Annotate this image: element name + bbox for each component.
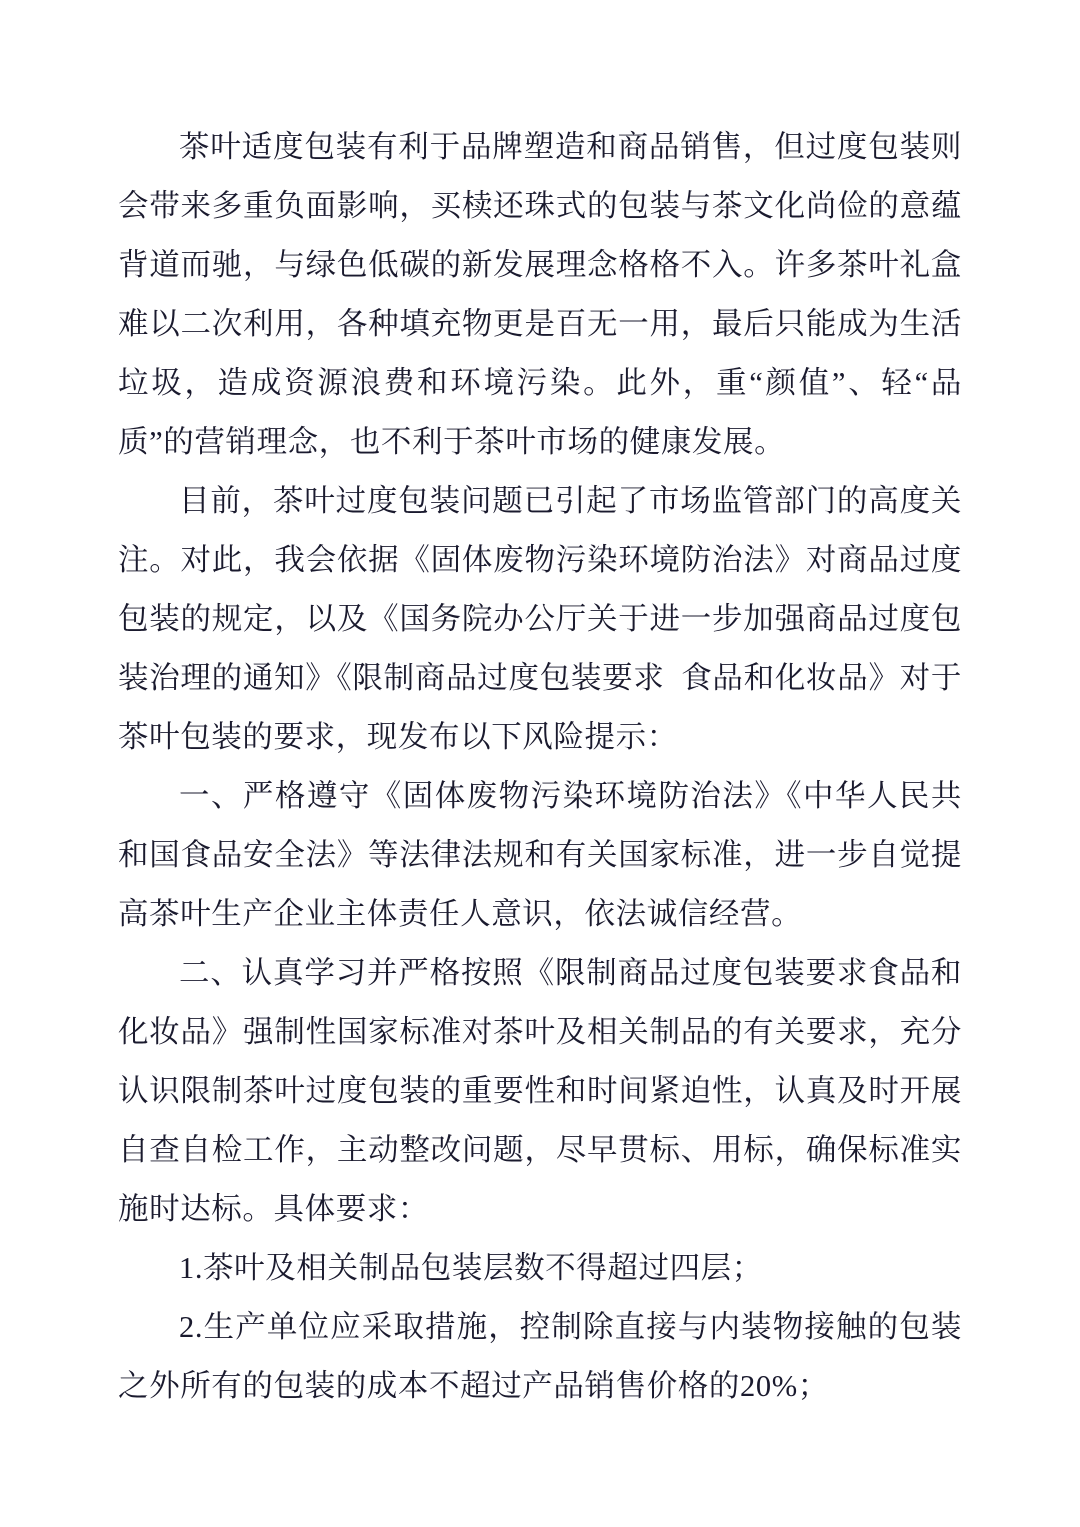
paragraph-4: 二、认真学习并严格按照《限制商品过度包装要求食品和化妆品》强制性国家标准对茶叶及相关制品的有关要求，充分认识限制茶叶过度包装的重要性和时间紧迫性，认真及时开展自查自检工作，主动整改问题，尽早贯标、用标，确保标准实施时达标。具体要求： bbox=[118, 956, 962, 1226]
list-item-2: 2.生产单位应采取措施，控制除直接与内装物接触的包装之外所有的包装的成本不超过产品销售价格的20%； bbox=[118, 1310, 962, 1403]
paragraph-2: 目前，茶叶过度包装问题已引起了市场监管部门的高度关注。对此，我会依据《固体废物污染环境防治法》对商品过度包装的规定，以及《国务院办公厅关于进一步加强商品过度包装治理的通知》《限制商品过度包装要求 食品和化妆品》对于茶叶包装的要求，现发布以下风险提示： bbox=[118, 484, 962, 754]
paragraph-3: 一、严格遵守《固体废物污染环境防治法》《中华人民共和国食品安全法》等法律法规和有关国家标准，进一步自觉提高茶叶生产企业主体责任人意识，依法诚信经营。 bbox=[118, 779, 962, 931]
list-item-1: 1.茶叶及相关制品包装层数不得超过四层； bbox=[179, 1251, 763, 1285]
paragraph-1: 茶叶适度包装有利于品牌塑造和商品销售，但过度包装则会带来多重负面影响，买椟还珠式的包装与茶文化尚俭的意蕴背道而驰，与绿色低碳的新发展理念格格不入。许多茶叶礼盒难以二次利用，各种填充物更是百无一用，最后只能成为生活垃圾，造成资源浪费和环境污染。此外，重“颜值”、轻“品质”的营销理念，也不利于茶叶市场的健康发展。 bbox=[118, 130, 962, 459]
document-body bbox=[118, 118, 962, 1416]
